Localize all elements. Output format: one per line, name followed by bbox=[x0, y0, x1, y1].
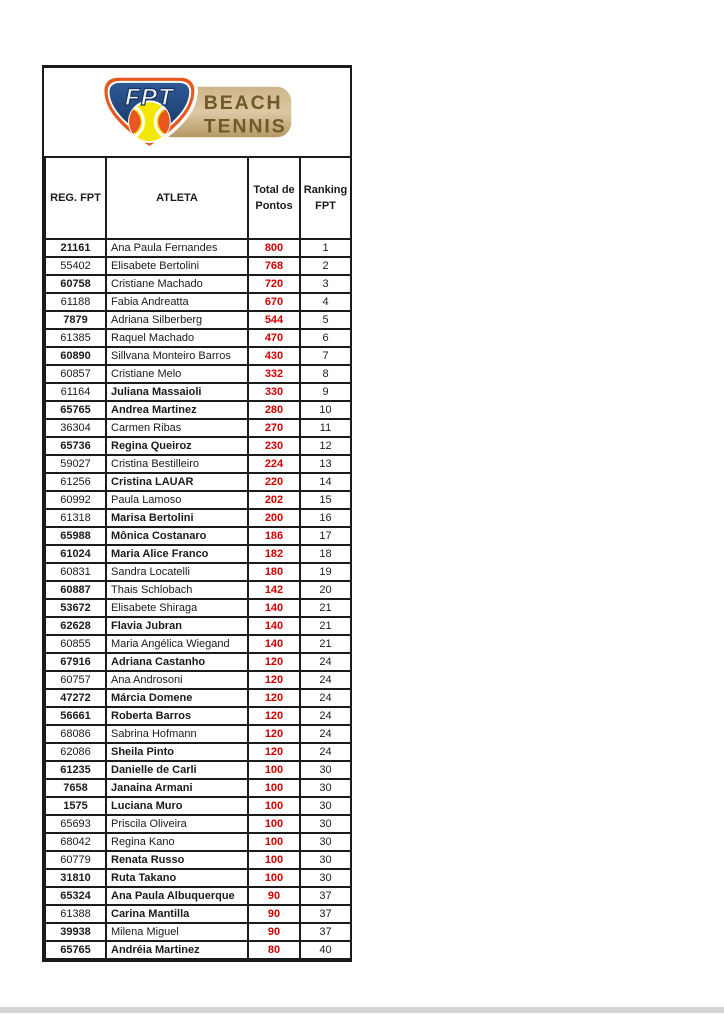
atleta-cell: Ana Androsoni bbox=[106, 671, 248, 689]
ranking-cell: 1 bbox=[300, 239, 351, 257]
ranking-row bbox=[45, 923, 351, 941]
pontos-cell: 186 bbox=[248, 527, 300, 545]
ranking-row bbox=[45, 257, 351, 275]
ranking-cell: 16 bbox=[300, 509, 351, 527]
atleta-cell: Andrea Martinez bbox=[106, 401, 248, 419]
atleta-cell: Paula Lamoso bbox=[106, 491, 248, 509]
pontos-cell: 768 bbox=[248, 257, 300, 275]
ranking-cell: 21 bbox=[300, 617, 351, 635]
atleta-cell: Ruta Takano bbox=[106, 869, 248, 887]
pontos-cell: 202 bbox=[248, 491, 300, 509]
atleta-cell: Ana Paula Fernandes bbox=[106, 239, 248, 257]
ranking-cell: 20 bbox=[300, 581, 351, 599]
reg-cell: 61024 bbox=[45, 545, 106, 563]
reg-cell: 36304 bbox=[45, 419, 106, 437]
header-row bbox=[45, 157, 351, 239]
pontos-cell: 120 bbox=[248, 671, 300, 689]
pontos-cell: 120 bbox=[248, 653, 300, 671]
logo-cell bbox=[44, 68, 350, 156]
ranking-row bbox=[45, 617, 351, 635]
reg-cell: 47272 bbox=[45, 689, 106, 707]
fpt-beach-tennis-logo bbox=[95, 73, 299, 151]
reg-cell: 56661 bbox=[45, 707, 106, 725]
ranking-row bbox=[45, 455, 351, 473]
ranking-cell: 2 bbox=[300, 257, 351, 275]
reg-cell: 60992 bbox=[45, 491, 106, 509]
pontos-cell: 100 bbox=[248, 761, 300, 779]
atleta-cell: Maria Angélica Wiegand bbox=[106, 635, 248, 653]
reg-cell: 61385 bbox=[45, 329, 106, 347]
ranking-cell: 6 bbox=[300, 329, 351, 347]
atleta-cell: Danielle de Carli bbox=[106, 761, 248, 779]
reg-cell: 67916 bbox=[45, 653, 106, 671]
atleta-cell: Adriana Silberberg bbox=[106, 311, 248, 329]
pontos-cell: 800 bbox=[248, 239, 300, 257]
ranking-cell: 40 bbox=[300, 941, 351, 959]
reg-cell: 68042 bbox=[45, 833, 106, 851]
col-header-pontos: Total de Pontos bbox=[248, 157, 300, 239]
atleta-cell: Carmen Ribas bbox=[106, 419, 248, 437]
pontos-cell: 100 bbox=[248, 779, 300, 797]
pontos-cell: 430 bbox=[248, 347, 300, 365]
reg-cell: 60831 bbox=[45, 563, 106, 581]
atleta-cell: Roberta Barros bbox=[106, 707, 248, 725]
ranking-row bbox=[45, 491, 351, 509]
ranking-row bbox=[45, 761, 351, 779]
atleta-cell: Regina Kano bbox=[106, 833, 248, 851]
ranking-cell: 9 bbox=[300, 383, 351, 401]
reg-cell: 31810 bbox=[45, 869, 106, 887]
ranking-cell: 30 bbox=[300, 761, 351, 779]
ranking-row bbox=[45, 869, 351, 887]
reg-cell: 53672 bbox=[45, 599, 106, 617]
atleta-cell: Sillvana Monteiro Barros bbox=[106, 347, 248, 365]
atleta-cell: Elisabete Shiraga bbox=[106, 599, 248, 617]
ranking-row bbox=[45, 599, 351, 617]
reg-cell: 65765 bbox=[45, 941, 106, 959]
ranking-row bbox=[45, 581, 351, 599]
pontos-cell: 332 bbox=[248, 365, 300, 383]
atleta-cell: Janaina Armani bbox=[106, 779, 248, 797]
ranking-row bbox=[45, 509, 351, 527]
reg-cell: 21161 bbox=[45, 239, 106, 257]
atleta-cell: Márcia Domene bbox=[106, 689, 248, 707]
pontos-cell: 544 bbox=[248, 311, 300, 329]
ranking-cell: 37 bbox=[300, 887, 351, 905]
ranking-cell: 30 bbox=[300, 851, 351, 869]
ranking-cell: 11 bbox=[300, 419, 351, 437]
ranking-cell: 24 bbox=[300, 725, 351, 743]
atleta-cell: Thais Schlobach bbox=[106, 581, 248, 599]
ranking-row bbox=[45, 689, 351, 707]
ranking-cell: 4 bbox=[300, 293, 351, 311]
reg-cell: 59027 bbox=[45, 455, 106, 473]
atleta-cell: Cristina Bestilleiro bbox=[106, 455, 248, 473]
ranking-row bbox=[45, 347, 351, 365]
ranking-row bbox=[45, 437, 351, 455]
ranking-cell: 30 bbox=[300, 869, 351, 887]
atleta-cell: Renata Russo bbox=[106, 851, 248, 869]
ranking-cell: 17 bbox=[300, 527, 351, 545]
ranking-cell: 8 bbox=[300, 365, 351, 383]
pontos-cell: 120 bbox=[248, 707, 300, 725]
atleta-cell: Luciana Muro bbox=[106, 797, 248, 815]
reg-cell: 60855 bbox=[45, 635, 106, 653]
pontos-cell: 100 bbox=[248, 833, 300, 851]
ranking-cell: 30 bbox=[300, 815, 351, 833]
reg-cell: 7879 bbox=[45, 311, 106, 329]
ranking-cell: 13 bbox=[300, 455, 351, 473]
pontos-cell: 90 bbox=[248, 905, 300, 923]
pontos-cell: 80 bbox=[248, 941, 300, 959]
ranking-row bbox=[45, 563, 351, 581]
ranking-row bbox=[45, 365, 351, 383]
ranking-cell: 30 bbox=[300, 779, 351, 797]
ranking-cell: 12 bbox=[300, 437, 351, 455]
ranking-row bbox=[45, 707, 351, 725]
reg-cell: 62086 bbox=[45, 743, 106, 761]
pontos-cell: 330 bbox=[248, 383, 300, 401]
ranking-cell: 24 bbox=[300, 689, 351, 707]
reg-cell: 61188 bbox=[45, 293, 106, 311]
ranking-row bbox=[45, 401, 351, 419]
ranking-cell: 3 bbox=[300, 275, 351, 293]
pontos-cell: 224 bbox=[248, 455, 300, 473]
ranking-cell: 30 bbox=[300, 833, 351, 851]
reg-cell: 61235 bbox=[45, 761, 106, 779]
ranking-row bbox=[45, 743, 351, 761]
pontos-cell: 280 bbox=[248, 401, 300, 419]
ranking-row bbox=[45, 815, 351, 833]
atleta-cell: Flavia Jubran bbox=[106, 617, 248, 635]
reg-cell: 39938 bbox=[45, 923, 106, 941]
ranking-row bbox=[45, 545, 351, 563]
ranking-cell: 19 bbox=[300, 563, 351, 581]
pontos-cell: 470 bbox=[248, 329, 300, 347]
reg-cell: 65324 bbox=[45, 887, 106, 905]
ranking-cell: 5 bbox=[300, 311, 351, 329]
ranking-row bbox=[45, 239, 351, 257]
reg-cell: 60758 bbox=[45, 275, 106, 293]
reg-cell: 60890 bbox=[45, 347, 106, 365]
pontos-cell: 230 bbox=[248, 437, 300, 455]
pontos-cell: 90 bbox=[248, 887, 300, 905]
reg-cell: 60887 bbox=[45, 581, 106, 599]
reg-cell: 61256 bbox=[45, 473, 106, 491]
pontos-cell: 120 bbox=[248, 725, 300, 743]
ranking-cell: 37 bbox=[300, 923, 351, 941]
reg-cell: 65765 bbox=[45, 401, 106, 419]
ranking-row bbox=[45, 851, 351, 869]
col-header-reg-fpt: REG. FPT bbox=[45, 157, 106, 239]
ranking-grid bbox=[44, 156, 352, 960]
ranking-cell: 24 bbox=[300, 671, 351, 689]
ranking-row bbox=[45, 473, 351, 491]
ranking-cell: 21 bbox=[300, 635, 351, 653]
banner-text-tennis: TENNIS bbox=[203, 115, 287, 138]
pontos-cell: 120 bbox=[248, 689, 300, 707]
reg-cell: 60757 bbox=[45, 671, 106, 689]
pontos-cell: 100 bbox=[248, 815, 300, 833]
bottom-gray-bar bbox=[0, 1007, 724, 1013]
ranking-row bbox=[45, 887, 351, 905]
atleta-cell: Milena Miguel bbox=[106, 923, 248, 941]
reg-cell: 55402 bbox=[45, 257, 106, 275]
col-header-ranking: Ranking FPT bbox=[300, 157, 351, 239]
reg-cell: 61388 bbox=[45, 905, 106, 923]
ranking-row bbox=[45, 797, 351, 815]
reg-cell: 62628 bbox=[45, 617, 106, 635]
pontos-cell: 140 bbox=[248, 599, 300, 617]
atleta-cell: Adriana Castanho bbox=[106, 653, 248, 671]
reg-cell: 60779 bbox=[45, 851, 106, 869]
ranking-row bbox=[45, 905, 351, 923]
atleta-cell: Cristiane Machado bbox=[106, 275, 248, 293]
ranking-cell: 21 bbox=[300, 599, 351, 617]
ranking-cell: 18 bbox=[300, 545, 351, 563]
col-header-atleta: ATLETA bbox=[106, 157, 248, 239]
reg-cell: 65693 bbox=[45, 815, 106, 833]
ranking-cell: 30 bbox=[300, 797, 351, 815]
ranking-row bbox=[45, 725, 351, 743]
pontos-cell: 182 bbox=[248, 545, 300, 563]
reg-cell: 61164 bbox=[45, 383, 106, 401]
ranking-cell: 37 bbox=[300, 905, 351, 923]
atleta-cell: Carina Mantilla bbox=[106, 905, 248, 923]
atleta-cell: Maria Alice Franco bbox=[106, 545, 248, 563]
atleta-cell: Andréia Martinez bbox=[106, 941, 248, 959]
ranking-cell: 10 bbox=[300, 401, 351, 419]
atleta-cell: Sandra Locatelli bbox=[106, 563, 248, 581]
pontos-cell: 270 bbox=[248, 419, 300, 437]
fpt-logo-text: FPT bbox=[125, 84, 174, 112]
ranking-cell: 7 bbox=[300, 347, 351, 365]
pontos-cell: 180 bbox=[248, 563, 300, 581]
reg-cell: 60857 bbox=[45, 365, 106, 383]
atleta-cell: Elisabete Bertolini bbox=[106, 257, 248, 275]
pontos-cell: 140 bbox=[248, 635, 300, 653]
atleta-cell: Regina Queiroz bbox=[106, 437, 248, 455]
atleta-cell: Cristina LAUAR bbox=[106, 473, 248, 491]
pontos-cell: 142 bbox=[248, 581, 300, 599]
pontos-cell: 100 bbox=[248, 797, 300, 815]
ranking-cell: 14 bbox=[300, 473, 351, 491]
ranking-row bbox=[45, 275, 351, 293]
pontos-cell: 100 bbox=[248, 869, 300, 887]
atleta-cell: Sheila Pinto bbox=[106, 743, 248, 761]
pontos-cell: 90 bbox=[248, 923, 300, 941]
pontos-cell: 720 bbox=[248, 275, 300, 293]
pontos-cell: 100 bbox=[248, 851, 300, 869]
ranking-table bbox=[42, 65, 352, 962]
ranking-row bbox=[45, 941, 351, 959]
banner-text-beach: BEACH bbox=[203, 92, 283, 115]
ranking-table-body bbox=[45, 239, 351, 959]
atleta-cell: Priscila Oliveira bbox=[106, 815, 248, 833]
pontos-cell: 140 bbox=[248, 617, 300, 635]
ranking-row bbox=[45, 779, 351, 797]
pontos-cell: 200 bbox=[248, 509, 300, 527]
atleta-cell: Fabia Andreatta bbox=[106, 293, 248, 311]
reg-cell: 65988 bbox=[45, 527, 106, 545]
atleta-cell: Juliana Massaioli bbox=[106, 383, 248, 401]
ranking-row bbox=[45, 635, 351, 653]
reg-cell: 7658 bbox=[45, 779, 106, 797]
ranking-row bbox=[45, 383, 351, 401]
ranking-row bbox=[45, 293, 351, 311]
atleta-cell: Cristiane Melo bbox=[106, 365, 248, 383]
atleta-cell: Mônica Costanaro bbox=[106, 527, 248, 545]
pontos-cell: 220 bbox=[248, 473, 300, 491]
ranking-cell: 24 bbox=[300, 653, 351, 671]
ranking-cell: 24 bbox=[300, 707, 351, 725]
ranking-cell: 15 bbox=[300, 491, 351, 509]
reg-cell: 65736 bbox=[45, 437, 106, 455]
ranking-row bbox=[45, 329, 351, 347]
atleta-cell: Sabrina Hofmann bbox=[106, 725, 248, 743]
ranking-row bbox=[45, 653, 351, 671]
ranking-row bbox=[45, 671, 351, 689]
atleta-cell: Marisa Bertolini bbox=[106, 509, 248, 527]
ranking-row bbox=[45, 419, 351, 437]
atleta-cell: Raquel Machado bbox=[106, 329, 248, 347]
pontos-cell: 120 bbox=[248, 743, 300, 761]
ranking-cell: 24 bbox=[300, 743, 351, 761]
reg-cell: 61318 bbox=[45, 509, 106, 527]
ranking-row bbox=[45, 833, 351, 851]
atleta-cell: Ana Paula Albuquerque bbox=[106, 887, 248, 905]
reg-cell: 1575 bbox=[45, 797, 106, 815]
pontos-cell: 670 bbox=[248, 293, 300, 311]
ranking-row bbox=[45, 527, 351, 545]
reg-cell: 68086 bbox=[45, 725, 106, 743]
ranking-row bbox=[45, 311, 351, 329]
